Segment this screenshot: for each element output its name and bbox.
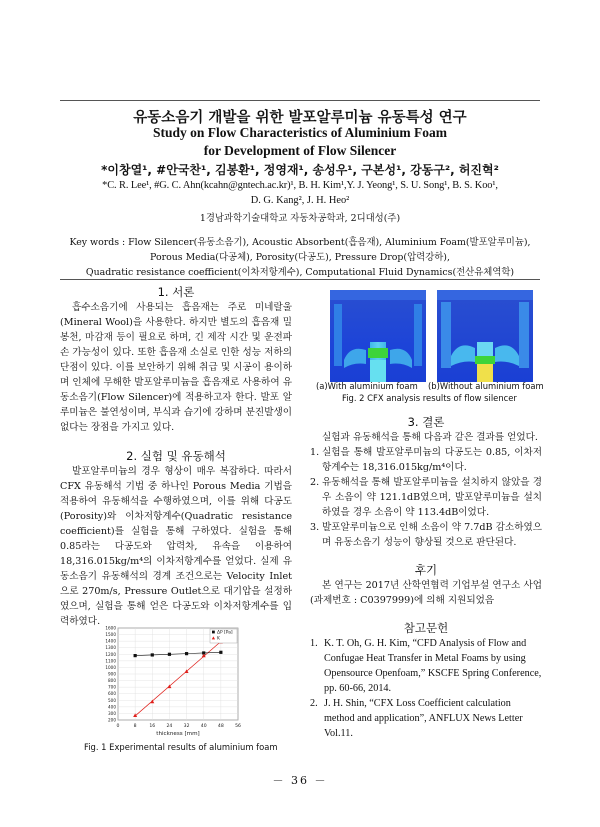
title-english-line1: Study on Flow Characteristics of Aluminium Foam (152, 125, 447, 140)
cfx-contour-without-foam (437, 290, 533, 382)
x-tick-label: 0 (116, 724, 120, 729)
y-tick-label: 500 (108, 697, 116, 703)
y-tick-label: 1100 (105, 658, 116, 664)
title-korean: 유동소음기 개발을 위한 발포알루미늄 유동특성 연구 (133, 110, 467, 126)
simulation-image-without-foam (437, 290, 533, 382)
list-item (310, 445, 542, 475)
x-tick-label: 32 (183, 724, 190, 729)
section3-intro: 실험과 유동해석을 통해 다음과 같은 결과를 얻었다. (322, 432, 538, 443)
y-tick-label: 600 (108, 691, 116, 697)
y-tick-label: 1400 (105, 638, 116, 644)
figure2-caption-a: (a)With aluminium foam (316, 381, 418, 391)
reference-text: K. T. Oh, G. H. Kim, “CFD Analysis of Flow and Confugae Heat Transfer in Metal Foams by using Opensource Openfoam,” KSCFE Spring Conference, pp. 60-66, 2014. (324, 638, 542, 694)
section2-body (60, 464, 292, 629)
y-tick-label: 800 (108, 678, 116, 684)
figure1-chart (96, 624, 246, 740)
reference-text: J. H. Shin, “CFX Loss Coefficient calculation method and application”, ANFLUX News Letter Vol.11. (324, 698, 523, 739)
section1-paragraph: 흡수소음기에 사용되는 흡음재는 주로 미네랄울(Mineral Wool)을 사용한다. 하지만 별도의 흡음재 밀봉천, 마감재 등이 필요로 하며, 긴 제작 시간 및 운전파손 가능성이 있다. 또한 흡음재 소실로 인한 성능 저하의 단점이 있다. 이를 보안하기 위해 취급 및 시공이 용이하며 인체에 무해한 발포알루미늄을 흡음재로 사용하여 유동소음기(Flow Silencer)에 적용하고자 한다. 발포 알루미늄은 불연성이며, 부식과 습기에 강하며 분진발생이 없다는 장점을 가지고 있다. (60, 302, 292, 433)
references-list (310, 636, 542, 741)
acknowledgement-body (310, 578, 542, 608)
legend-label: ΔP [Pa] (217, 630, 233, 636)
y-tick-label: 900 (108, 671, 116, 677)
data-point (168, 653, 171, 656)
section1-title: 1. 서론 (157, 285, 195, 299)
keywords-rule (60, 279, 540, 280)
x-tick-label: 40 (200, 724, 207, 729)
data-point (185, 652, 188, 655)
section3-title: 3. 결론 (407, 415, 445, 429)
reference-number: 2. (310, 698, 318, 709)
list-item (310, 520, 542, 550)
acknowledgement-title: 후기 (414, 563, 438, 577)
top-rule (60, 100, 540, 101)
list-item-text: 유동해석을 통해 발포알루미늄을 설치하지 않았을 경우 소음이 약 121.1dB였으며, 발포알루미늄을 설치하였을 경우 소음이 약 113.4dB이었다. (322, 477, 542, 518)
y-tick-label: 400 (108, 704, 116, 710)
section1-body (60, 300, 292, 435)
list-item-number: 2. (310, 477, 320, 488)
keywords-line3: Quadratic resistance coefficient(이차저항계수), Computational Fluid Dynamics(전산유체역학) (85, 267, 515, 278)
y-tick-label: 1600 (105, 625, 116, 631)
keywords-line2: Porous Media(다공체), Porosity(다공도), Pressure Drop(압력강하), (150, 252, 450, 263)
title-english-line2: for Development of Flow Silencer (203, 143, 397, 158)
data-point (151, 653, 154, 656)
y-tick-label: 1500 (105, 632, 116, 638)
references-title: 참고문헌 (403, 621, 449, 635)
figure2-caption-b: (b)Without aluminium foam (428, 381, 544, 391)
cfx-contour-with-foam (330, 290, 426, 382)
x-tick-label: 8 (133, 724, 137, 729)
keywords-line1: Key words : Flow Silencer(유동소음기), Acoustic Absorbent(흡음재), Aluminium Foam(발포알루미늄), (69, 237, 531, 248)
section3-list (310, 445, 542, 550)
x-tick-label: 24 (166, 724, 173, 729)
page-number: － 36 － (272, 774, 328, 787)
section2-title: 2. 실험 및 유동해석 (126, 449, 226, 463)
authors-korean: *이창열¹, #안국찬¹, 김봉환¹, 정영재¹, 송성우¹, 구본성¹, 강동구², 허진혁² (101, 163, 499, 177)
y-tick-label: 1200 (105, 651, 116, 657)
x-axis-label: thickness [mm] (156, 731, 200, 737)
authors-english-line2: D. G. Kang², J. H. Heo² (250, 195, 350, 206)
figure1-caption: Fig. 1 Experimental results of aluminium foam (84, 742, 278, 752)
section3-body (310, 430, 542, 550)
y-tick-label: 700 (108, 684, 116, 690)
x-tick-label: 16 (149, 724, 156, 729)
list-item-number: 1. (310, 447, 320, 458)
figure2-caption: Fig. 2 CFX analysis results of flow silencer (342, 393, 517, 403)
y-tick-label: 200 (108, 717, 116, 723)
data-point (134, 654, 137, 657)
data-point (219, 651, 222, 654)
reference-item (310, 636, 542, 696)
reference-number: 1. (310, 638, 318, 649)
y-tick-label: 300 (108, 710, 116, 716)
y-tick-label: 1000 (105, 664, 116, 670)
list-item-text: 발포알루미늄으로 인해 소음이 약 7.7dB 감소하였으며 유동소음기 성능이 향상될 것으로 판단된다. (322, 522, 542, 548)
section2-paragraph: 발포알루미늄의 경우 형상이 매우 복잡하다. 따라서 CFX 유동해석 기법 중 하나인 Porous Media 기법을 적용하여 유동해석을 수행하였으며, 이를 위해 다공도(Porosity)와 이차저항계수(Quadratic resistance coefficient)를 실험을 통해 구하였다. 실험을 통해 0.85라는 다공도와 압력차, 유속을 이용하여 18,316.015kg/m⁴의 이차저항계수를 얻었다. 실제 유동소음기 유동해석의 경계 조건으로는 Velocity Inlet으로 270m/s, Pressure Outlet으로 대기압을 설정하였으며, 실험을 통해 얻은 다공도와 이차저항계수를 입력하였다. (60, 466, 292, 627)
legend-label: K (217, 636, 220, 642)
acknowledgement-text: 본 연구는 2017년 산학연협력 기업부설 연구소 사업(과제번호 : C0397999)에 의해 지원되었음 (310, 580, 542, 606)
simulation-image-with-foam (330, 290, 426, 382)
x-tick-label: 48 (217, 724, 224, 729)
affiliation: 1경남과학기술대학교 자동차공학과, 2디대성(주) (199, 213, 401, 224)
y-tick-label: 1300 (105, 645, 116, 651)
list-item (310, 475, 542, 520)
reference-item (310, 696, 542, 741)
x-tick-label: 56 (235, 724, 241, 729)
legend-marker (212, 631, 215, 634)
list-item-number: 3. (310, 522, 320, 533)
authors-english-line1: *C. R. Lee¹, #G. C. Ahn(kcahn@gntech.ac.kr)¹, B. H. Kim¹,Y. J. Yeong¹, S. U. Song¹, B. S. Koo¹, (102, 180, 498, 191)
list-item-text: 실험을 통해 발포알루미늄의 다공도는 0.85, 이차저항계수는 18,316.015kg/m⁴이다. (322, 447, 542, 473)
